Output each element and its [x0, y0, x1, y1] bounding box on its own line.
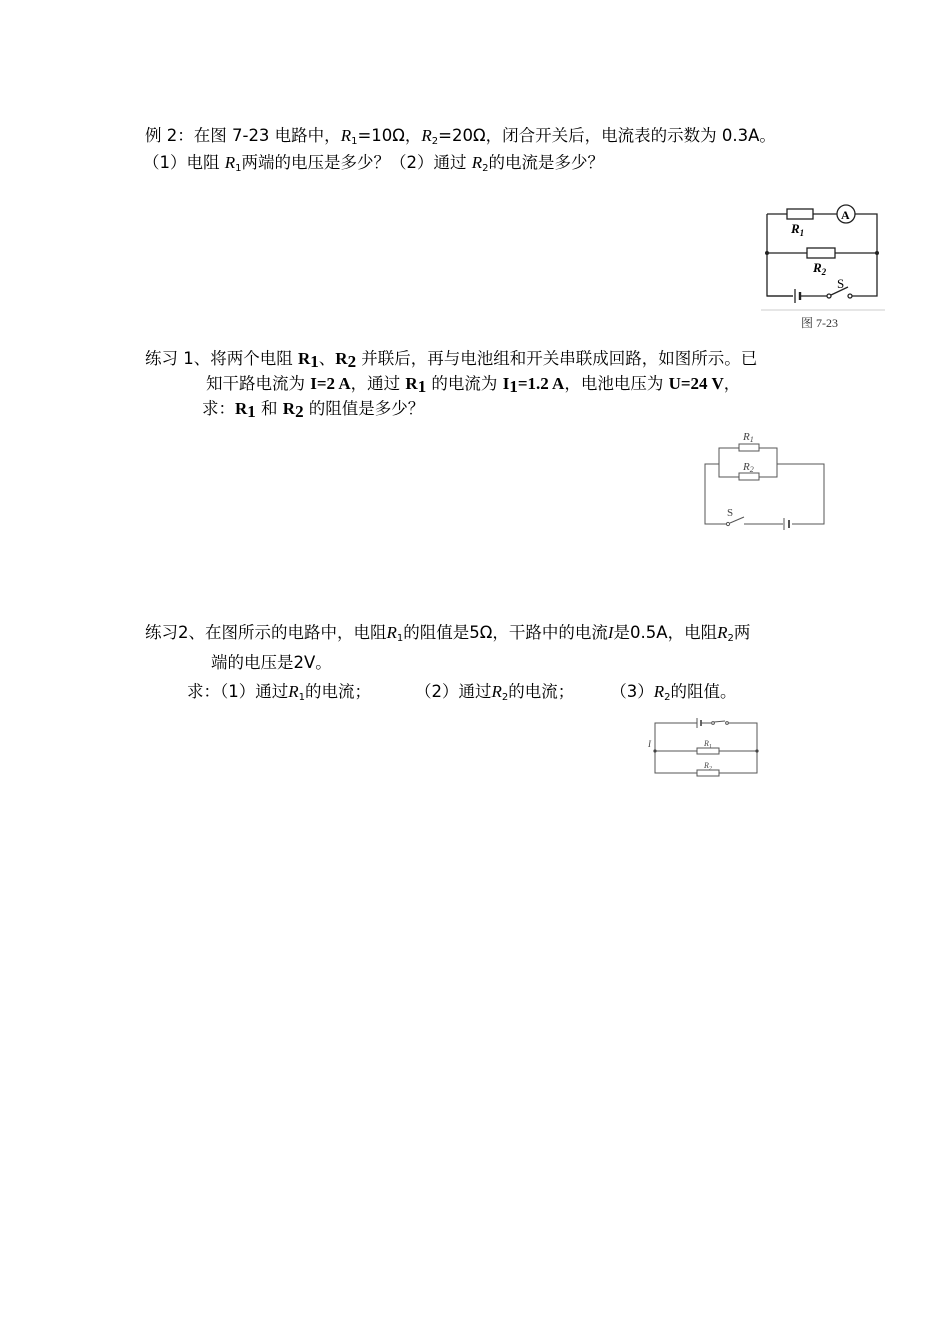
subscript: 1 [351, 136, 358, 147]
text: 是0.5A，电阻 [613, 623, 718, 642]
r2-symbol: R [282, 399, 296, 418]
subscript: 1 [247, 402, 256, 421]
text: 知干路电流为 [206, 374, 311, 393]
example2-line1 [145, 124, 776, 154]
text: 并联后，再与电池组和开关串联成回路，如图所示。已 [356, 349, 758, 368]
text: （2）通过 [415, 682, 492, 701]
r1-symbol: R [288, 682, 299, 701]
i1-symbol: I [502, 374, 510, 393]
text: 的阻值是多少？ [303, 399, 425, 418]
text: ，电池电压为 [564, 374, 669, 393]
text: 的阻值是5Ω，干路中的电流 [403, 623, 608, 642]
text: ， [723, 374, 741, 393]
r1-symbol: R [340, 126, 352, 145]
text: 、 [318, 349, 336, 368]
r1-symbol: R [235, 399, 248, 418]
figure-caption: 图 7-23 [801, 316, 838, 330]
subscript: 1 [509, 377, 518, 396]
text: ，通过 [350, 374, 406, 393]
r2-label: $R_2$ [813, 260, 827, 277]
voltage: U=24 V [668, 374, 724, 393]
subscript: 2 [431, 136, 439, 147]
example2-line2 [143, 151, 604, 181]
r2-symbol: R [335, 349, 348, 368]
r2-symbol: R [421, 126, 432, 145]
figure-practice1 [697, 428, 832, 536]
practice2-line1 [145, 621, 750, 651]
practice1-line3 [202, 397, 424, 424]
ammeter-label: A [841, 208, 850, 222]
text: 求：（1）通过 [187, 682, 289, 701]
subscript: 1 [417, 377, 427, 396]
r2-symbol: R [717, 623, 728, 642]
figure-practice2 [645, 714, 765, 780]
practice1-line1 [145, 347, 757, 374]
subscript: 1 [310, 352, 319, 371]
text: 的电流为 [426, 374, 503, 393]
practice2-line2 [211, 651, 332, 675]
practice2-line3 [187, 680, 737, 710]
switch-label: S [837, 276, 845, 291]
r2-symbol: R [491, 682, 502, 701]
subscript: 2 [295, 402, 304, 421]
switch [714, 721, 725, 722]
switch-label: S [727, 507, 734, 519]
text: 两端的电压是多少？（2）通过 [241, 153, 472, 172]
i1-value: =1.2 A [517, 374, 565, 393]
text: 练习2、在图所示的电路中，电阻 [145, 623, 387, 642]
subscript: 2 [727, 633, 734, 644]
r1-symbol: R [224, 153, 236, 172]
subscript: 1 [396, 633, 404, 644]
r1-symbol: R [298, 349, 311, 368]
r1-label: R1 [743, 431, 754, 444]
text: 的电流是多少？ [488, 153, 605, 172]
text: 练习 1、将两个电阻 [145, 349, 298, 368]
resistor-r1 [787, 209, 813, 219]
r2-label: R2 [743, 461, 754, 474]
subscript: 2 [664, 692, 671, 703]
current-symbol: I [607, 623, 614, 642]
resistor-r1 [739, 444, 759, 451]
resistor-r2 [807, 248, 835, 258]
text: 例 2：在图 7-23 电路中， [145, 126, 341, 145]
text: 求： [202, 399, 235, 418]
text: （3） [610, 682, 654, 701]
text: =20Ω，闭合开关后，电流表的示数为 0.3A。 [438, 126, 776, 145]
text: 的电流； [305, 682, 372, 701]
current-label: I [648, 739, 651, 749]
text: 端的电压是2V。 [211, 653, 332, 672]
circuit-diagram-practice1 [697, 428, 832, 536]
text: =10Ω， [357, 126, 422, 145]
r2-label: $R_2$ [704, 761, 712, 772]
subscript: 2 [501, 692, 509, 703]
total-current: I=2 A [310, 374, 351, 393]
practice1-line2 [206, 372, 740, 399]
subscript: 1 [235, 163, 242, 174]
text: 的阻值。 [670, 682, 737, 701]
resistor-r2 [739, 473, 759, 480]
text: 的电流； [508, 682, 575, 701]
r1-label: $R_1$ [791, 221, 805, 238]
r1-symbol: R [386, 623, 397, 642]
text: （1）电阻 [143, 153, 225, 172]
circuit-diagram-practice2 [645, 714, 765, 780]
subscript: 1 [298, 692, 306, 703]
r1-symbol: R [405, 374, 418, 393]
r2-symbol: R [653, 682, 665, 701]
r2-symbol: R [471, 153, 483, 172]
text: 两 [733, 623, 751, 642]
text: 和 [255, 399, 283, 418]
r1-label: $R_1$ [704, 739, 712, 750]
subscript: 2 [347, 352, 357, 371]
subscript: 2 [482, 163, 489, 174]
